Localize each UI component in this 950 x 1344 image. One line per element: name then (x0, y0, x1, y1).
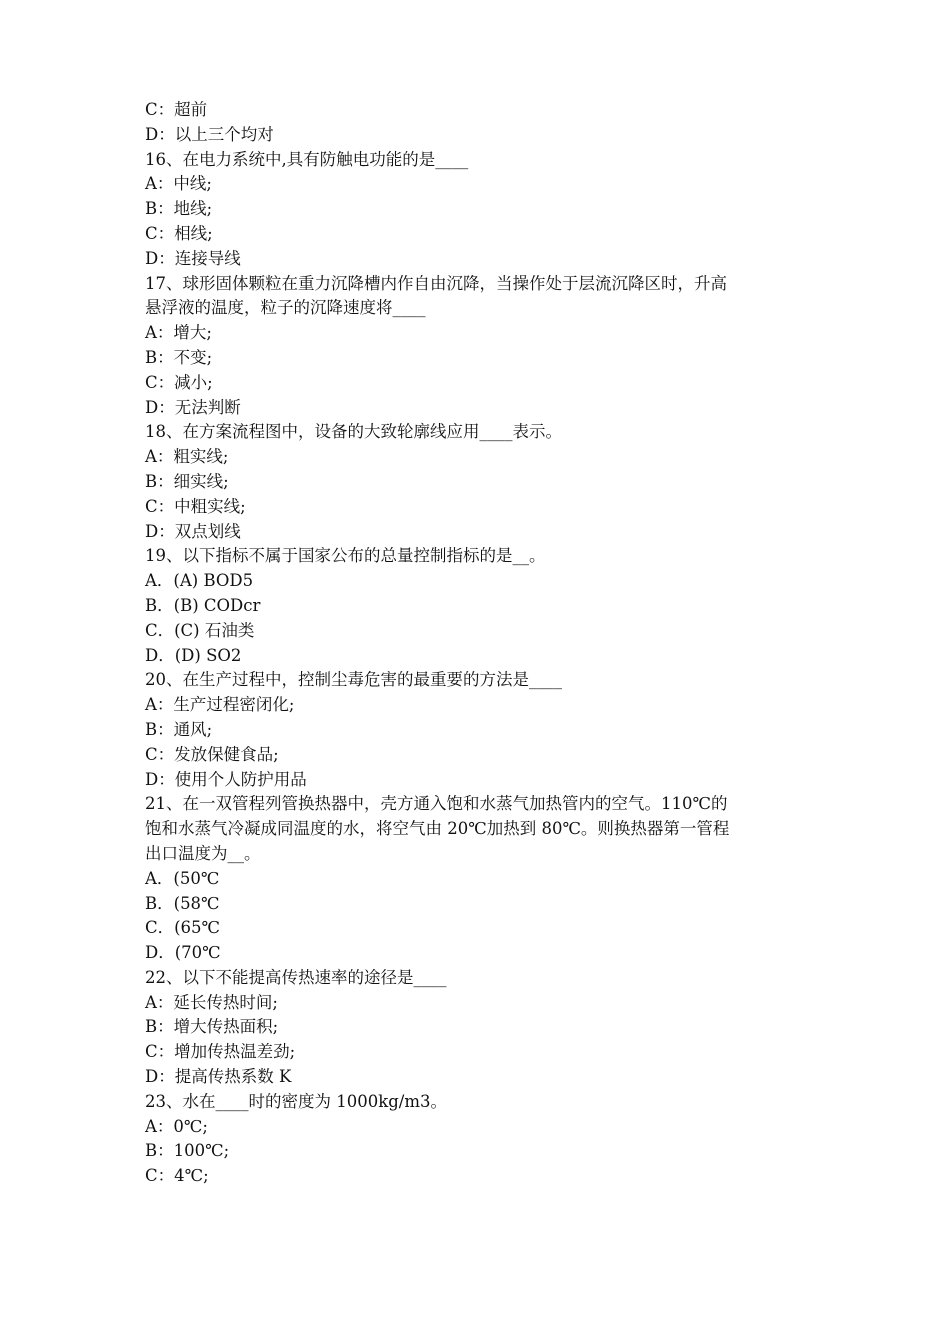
question-22: 22、以下不能提高传热速率的途径是____ (145, 967, 447, 987)
q22-option-a: A：延长传热时间; (145, 992, 278, 1012)
q21-option-d: D．(70℃ (145, 943, 221, 963)
q22-option-d: D：提高传热系数 K (145, 1067, 292, 1087)
q23-option-c: C：4℃; (145, 1166, 209, 1186)
question-17-line-2: 悬浮液的温度，粒子的沉降速度将____ (145, 298, 426, 318)
q18-option-c: C：中粗实线; (145, 496, 246, 516)
q17-option-b: B：不变; (145, 347, 213, 367)
q23-option-b: B：100℃; (145, 1141, 230, 1161)
q16-option-c: C：相线; (145, 223, 213, 243)
q19-option-a: A．(A) BOD5 (145, 571, 254, 591)
question-20: 20、在生产过程中，控制尘毒危害的最重要的方法是____ (145, 670, 562, 690)
q21-option-a: A．(50℃ (145, 868, 220, 888)
question-19: 19、以下指标不属于国家公布的总量控制指标的是__。 (145, 546, 546, 566)
q17-option-d: D：无法判断 (145, 397, 241, 417)
q20-option-b: B：通风; (145, 719, 213, 739)
question-21-line-2: 饱和水蒸气冷凝成同温度的水，将空气由 20℃加热到 80℃。则换热器第一管程 (145, 819, 730, 839)
document-page (145, 98, 810, 1189)
q21-option-b: B．(58℃ (145, 893, 220, 913)
q18-option-a: A：粗实线; (145, 447, 229, 467)
question-21-line-1: 21、在一双管程列管换热器中，壳方通入饱和水蒸气加热管内的空气。110℃的 (145, 794, 728, 814)
q19-option-b: B．(B) CODcr (145, 595, 261, 615)
option-c-16prev: C：超前 (145, 100, 208, 119)
q17-option-c: C：减小; (145, 372, 213, 392)
q23-option-a: A：0℃; (145, 1116, 208, 1136)
q16-option-a: A：中线; (145, 174, 212, 194)
option-d-16prev: D：以上三个均对 (145, 124, 274, 144)
q18-option-d: D：双点划线 (145, 521, 241, 541)
question-23: 23、水在____时的密度为 1000kg/m3。 (145, 1091, 447, 1111)
q19-option-d: D．(D) SO2 (145, 645, 242, 665)
q18-option-b: B：细实线; (145, 471, 229, 491)
q22-option-c: C：增加传热温差劲; (145, 1042, 296, 1062)
q20-option-d: D：使用个人防护用品 (145, 769, 307, 789)
q19-option-c: C．(C) 石油类 (145, 620, 255, 640)
question-17-line-1: 17、球形固体颗粒在重力沉降槽内作自由沉降，当操作处于层流沉降区时，升高 (145, 273, 727, 293)
question-16: 16、在电力系统中,具有防触电功能的是____ (145, 149, 469, 169)
q22-option-b: B：增大传热面积; (145, 1017, 279, 1037)
question-21-line-3: 出口温度为__。 (145, 843, 261, 863)
q16-option-b: B：地线; (145, 199, 213, 219)
q20-option-c: C：发放保健食品; (145, 744, 279, 764)
question-18: 18、在方案流程图中，设备的大致轮廓线应用____表示。 (145, 422, 562, 442)
q20-option-a: A：生产过程密闭化; (145, 695, 295, 715)
q17-option-a: A：增大; (145, 323, 212, 343)
q16-option-d: D：连接导线 (145, 248, 241, 268)
q21-option-c: C．(65℃ (145, 918, 221, 938)
